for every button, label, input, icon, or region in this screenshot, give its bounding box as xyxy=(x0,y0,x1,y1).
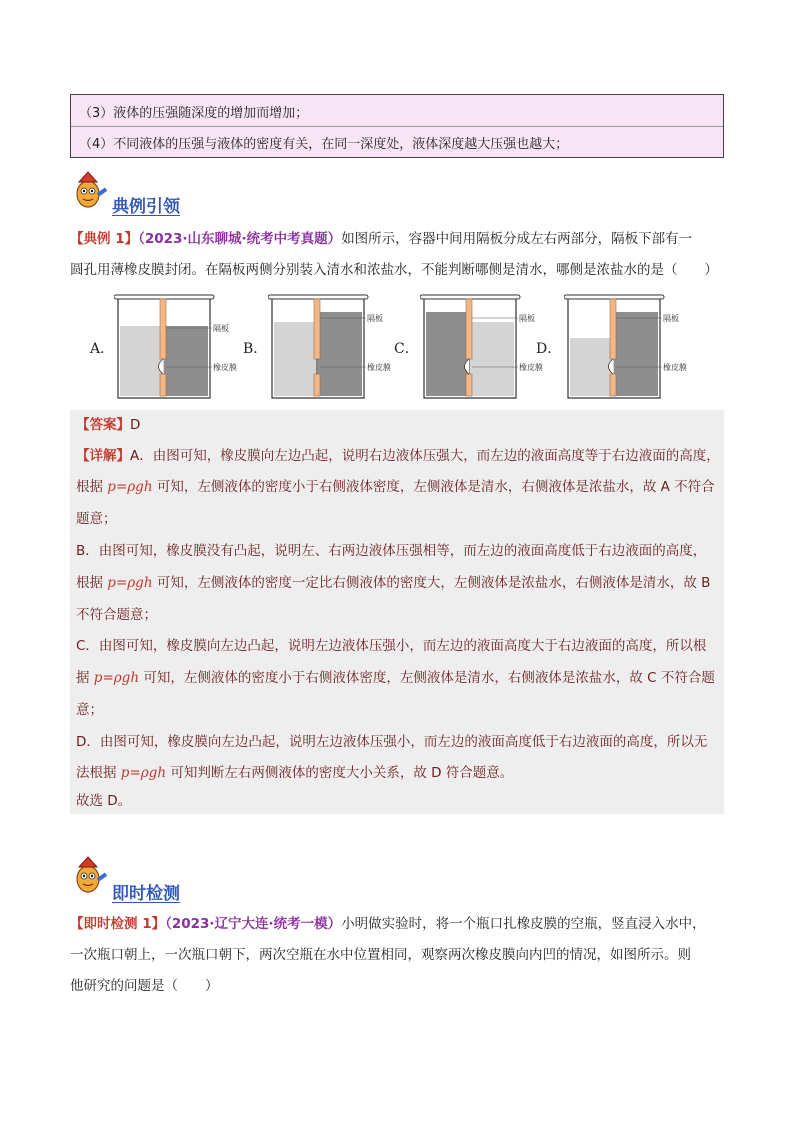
beaker-figure xyxy=(88,292,708,402)
label-partition: 隔板 xyxy=(519,314,535,323)
beaker-d xyxy=(564,292,690,402)
detail-d-post: 可知判断左右两侧液体的密度大小关系，故 D 符合题意。 xyxy=(166,765,514,781)
conclusion: 故选 D。 xyxy=(76,793,132,809)
detail-d-line-2 xyxy=(76,760,513,786)
quiz-line-1 xyxy=(70,909,706,940)
detail-c-line-1: C．由图可知，橡皮膜向左边凸起，说明左边液体压强小，而左边的液面高度大于右边液面的高度，所以根 xyxy=(76,638,707,654)
summary-line-3: （3）液体的压强随深度的增加而增加； xyxy=(79,106,309,121)
detail-c-line-3: 意； xyxy=(76,702,103,718)
pencil-mascot-icon xyxy=(70,170,110,212)
example-source: （2023·山东聊城·统考中考真题） xyxy=(138,231,342,247)
label-membrane: 橡皮膜 xyxy=(367,363,391,372)
formula: p=ρgh xyxy=(107,575,153,591)
example-line-2: 圆孔用薄橡皮膜封闭。在隔板两侧分别装入清水和浓盐水，不能判断哪侧是清水，哪侧是浓盐水的是（ ） xyxy=(70,262,718,278)
detail-d-pre: 法根据 xyxy=(76,765,121,781)
detail-b-post: 可知，左侧液体的密度一定比右侧液体的密度大，左侧液体是浓盐水，右侧液体是清水，故 B xyxy=(152,575,711,591)
option-a-label: A． xyxy=(90,341,115,357)
detail-a-line-1 xyxy=(76,443,720,469)
detail-a-post: 可知，左侧液体的密度小于右侧液体密度，左侧液体是清水，右侧液体是浓盐水，故 A 不符合 xyxy=(152,479,715,495)
detail-label: 【详解】 xyxy=(76,448,130,464)
quiz-line-2: 一次瓶口朝上，一次瓶口朝下，两次空瓶在水中位置相同，观察两次橡皮膜向内凹的情况，如图所示。则 xyxy=(70,947,691,963)
option-c-label: C． xyxy=(394,341,419,357)
detail-b-line-2 xyxy=(76,570,710,596)
detail-a-line-2 xyxy=(76,474,715,500)
section2-heading xyxy=(70,855,110,901)
answer-block xyxy=(70,410,724,814)
label-partition: 隔板 xyxy=(663,314,679,323)
example-text-1: 如图所示，容器中间用隔板分成左右两部分，隔板下部有一 xyxy=(341,231,693,247)
detail-d-line-1: D．由图可知，橡皮膜向左边凸起，说明左边液体压强小，而左边的液面高度低于右边液面的高度，所以无 xyxy=(76,734,708,750)
detail-a-line-3: 题意； xyxy=(76,511,117,527)
example-tag: 【典例 1】 xyxy=(70,231,139,247)
detail-b-line-3: 不符合题意； xyxy=(76,607,157,623)
section2-title: 即时检测 xyxy=(112,884,180,904)
example-line-1 xyxy=(70,224,692,255)
label-partition: 隔板 xyxy=(367,314,383,323)
option-b-label: B． xyxy=(243,341,268,357)
detail-c-pre: 据 xyxy=(76,670,94,686)
summary-line-4: （4）不同液体的压强与液体的密度有关，在同一深度处，液体深度越大压强也越大； xyxy=(79,137,569,152)
beaker-b xyxy=(268,292,394,402)
beaker-a xyxy=(114,292,240,402)
label-partition: 隔板 xyxy=(213,324,229,333)
section1-heading xyxy=(70,170,110,216)
detail-c-line-2 xyxy=(76,665,715,691)
formula: p=ρgh xyxy=(120,765,167,781)
label-membrane: 橡皮膜 xyxy=(519,363,543,372)
section1-title: 典例引领 xyxy=(112,197,180,217)
pencil-mascot-icon xyxy=(70,855,110,897)
quiz-tag: 【即时检测 1】 xyxy=(70,916,166,932)
formula: p=ρgh xyxy=(93,670,140,686)
answer-line xyxy=(76,412,140,438)
summary-box xyxy=(70,94,724,158)
detail-a-pre: 根据 xyxy=(76,479,108,495)
quiz-source: （2023·辽宁大连·统考一模） xyxy=(165,916,342,932)
beaker-c xyxy=(420,292,546,402)
detail-b-pre: 根据 xyxy=(76,575,108,591)
formula: p=ρgh xyxy=(107,479,153,495)
answer-label: 【答案】 xyxy=(76,417,130,433)
label-membrane: 橡皮膜 xyxy=(663,363,687,372)
detail-c-post: 可知，左侧液体的密度小于右侧液体密度，左侧液体是清水，右侧液体是浓盐水，故 C 不符合题 xyxy=(139,670,715,686)
quiz-line-3: 他研究的问题是（ ） xyxy=(70,978,219,994)
summary-divider xyxy=(71,126,723,127)
answer-value: D xyxy=(130,417,141,433)
label-membrane: 橡皮膜 xyxy=(213,363,237,372)
detail-a-text-1: A．由图可知，橡皮膜向左边凸起，说明右边液体压强大，而左边的液面高度等于右边液面的高度， xyxy=(130,448,720,464)
option-d-label: D． xyxy=(536,341,562,357)
quiz-text-1: 小明做实验时，将一个瓶口扎橡皮膜的空瓶，竖直浸入水中， xyxy=(341,916,706,932)
detail-b-line-1: B．由图可知，橡皮膜没有凸起，说明左、右两边液体压强相等，而左边的液面高度低于右边液面的高度， xyxy=(76,543,707,559)
